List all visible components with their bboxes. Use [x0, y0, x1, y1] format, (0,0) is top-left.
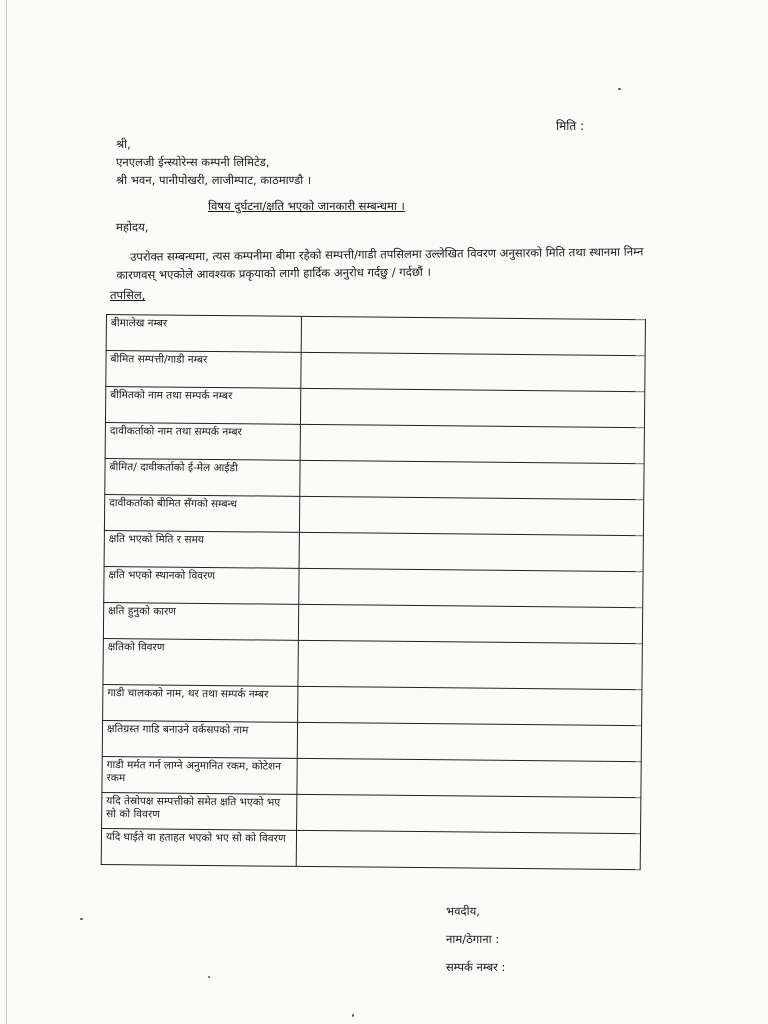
- table-row: [106, 315, 645, 356]
- row-value: [298, 686, 642, 725]
- row-label: बीमितको नाम तथा सम्पर्क नम्बर: [105, 387, 300, 425]
- closing-block: [446, 897, 505, 981]
- recipient-street: श्री भवन, पानीपोखरी, लाजीम्पाट, काठमाण्डौ ।: [116, 173, 312, 187]
- table-row: [102, 720, 641, 761]
- table-row: [104, 494, 643, 535]
- row-value: [300, 460, 644, 499]
- row-value: [296, 830, 640, 869]
- details-heading: तपसिल,: [110, 288, 146, 302]
- closing-contact: सम्पर्क नम्बर :: [446, 960, 506, 974]
- letter-body-paragraph: उपरोक्त सम्बन्धमा, त्यस कम्पनीमा बीमा रहेको सम्पत्ती/गाडी तपसिलमा उल्लेखित विवरण अनुसारको मिति तथा स्थानमा निम्न कारणवस् भएकोले आवश्यक प्रकृयाको लागी हार्दिक अनुरोध गर्दछु / गर्दछौं ।: [116, 244, 644, 282]
- table-row: [103, 638, 642, 689]
- table-row: [106, 351, 645, 392]
- letter-body: [116, 242, 656, 284]
- row-label: क्षति भएको स्थानको विवरण: [104, 566, 299, 604]
- row-value: [300, 388, 644, 427]
- row-label: बीमित सम्पत्ती/गाडी नम्बर: [106, 351, 301, 389]
- row-label: दावीकर्ताको बीमित सँगको सम्बन्ध: [104, 494, 299, 532]
- row-label: दावीकर्ताको नाम तथा सम्पर्क नम्बर: [105, 422, 300, 460]
- row-label: क्षतिग्रस्त गाडि बनाउने वर्कसपको नाम: [102, 720, 297, 758]
- row-label: यदि घाईते वा हताहत भएको भए सो को विवरण: [101, 828, 296, 866]
- recipient-company: एनएलजी ईन्स्योरेन्स कम्पनी लिमिटेड,: [116, 155, 270, 169]
- row-value: [299, 496, 643, 535]
- closing-name-address: नाम/ठेगाना :: [446, 932, 500, 946]
- row-value: [298, 604, 642, 643]
- table-row: [103, 602, 642, 643]
- salutation: महोदय,: [116, 220, 149, 234]
- closing-regards: भवदीय,: [446, 904, 480, 918]
- row-label: क्षति भएको मिति र समय: [104, 530, 299, 568]
- recipient-honorific: श्री,: [116, 137, 131, 151]
- table-row: [102, 792, 641, 833]
- table-row: [102, 756, 641, 797]
- row-label: बीमित/ दावीकर्ताको ई-मेल आईडी: [105, 458, 300, 496]
- row-label: गाडी मर्मत गर्न लाग्ने अनुमानित रकम, कोटेशन रकम: [102, 756, 297, 794]
- table-row: [104, 566, 643, 607]
- row-value: [298, 640, 642, 689]
- table-row: [103, 684, 642, 725]
- scan-speck: [618, 88, 621, 90]
- row-label: यदि तेस्रोपक्ष सम्पत्तीको समेत क्षति भएको भए सो को विवरण: [102, 792, 297, 830]
- row-value: [301, 316, 645, 355]
- row-label: क्षति हुनुको कारण: [103, 602, 298, 640]
- row-value: [300, 424, 644, 463]
- table-row: [105, 422, 644, 463]
- row-label: बीमालेख नम्बर: [106, 315, 301, 353]
- date-label: मिति :: [556, 119, 585, 133]
- table-row: [105, 387, 644, 428]
- row-value: [297, 722, 641, 761]
- row-label: क्षतिको विवरण: [103, 638, 298, 686]
- row-value: [299, 532, 643, 571]
- scan-speck: [208, 976, 210, 978]
- letter-subject: विषय दुर्घटना/क्षति भएको जानकारी सम्बन्धमा ।: [208, 199, 405, 213]
- scan-speck: [352, 1014, 354, 1017]
- details-table: [101, 314, 646, 870]
- table-row: [104, 530, 643, 571]
- table-row: [105, 458, 644, 499]
- page-edge-shadow: [6, 0, 7, 1024]
- row-value: [301, 352, 645, 391]
- row-value: [297, 794, 641, 833]
- scan-speck: [80, 918, 83, 920]
- table-row: [101, 828, 640, 869]
- row-value: [297, 758, 641, 797]
- row-value: [299, 568, 643, 607]
- row-label: गाडी चालकको नाम, थर तथा सम्पर्क नम्बर: [103, 684, 298, 722]
- recipient-address: [116, 135, 311, 189]
